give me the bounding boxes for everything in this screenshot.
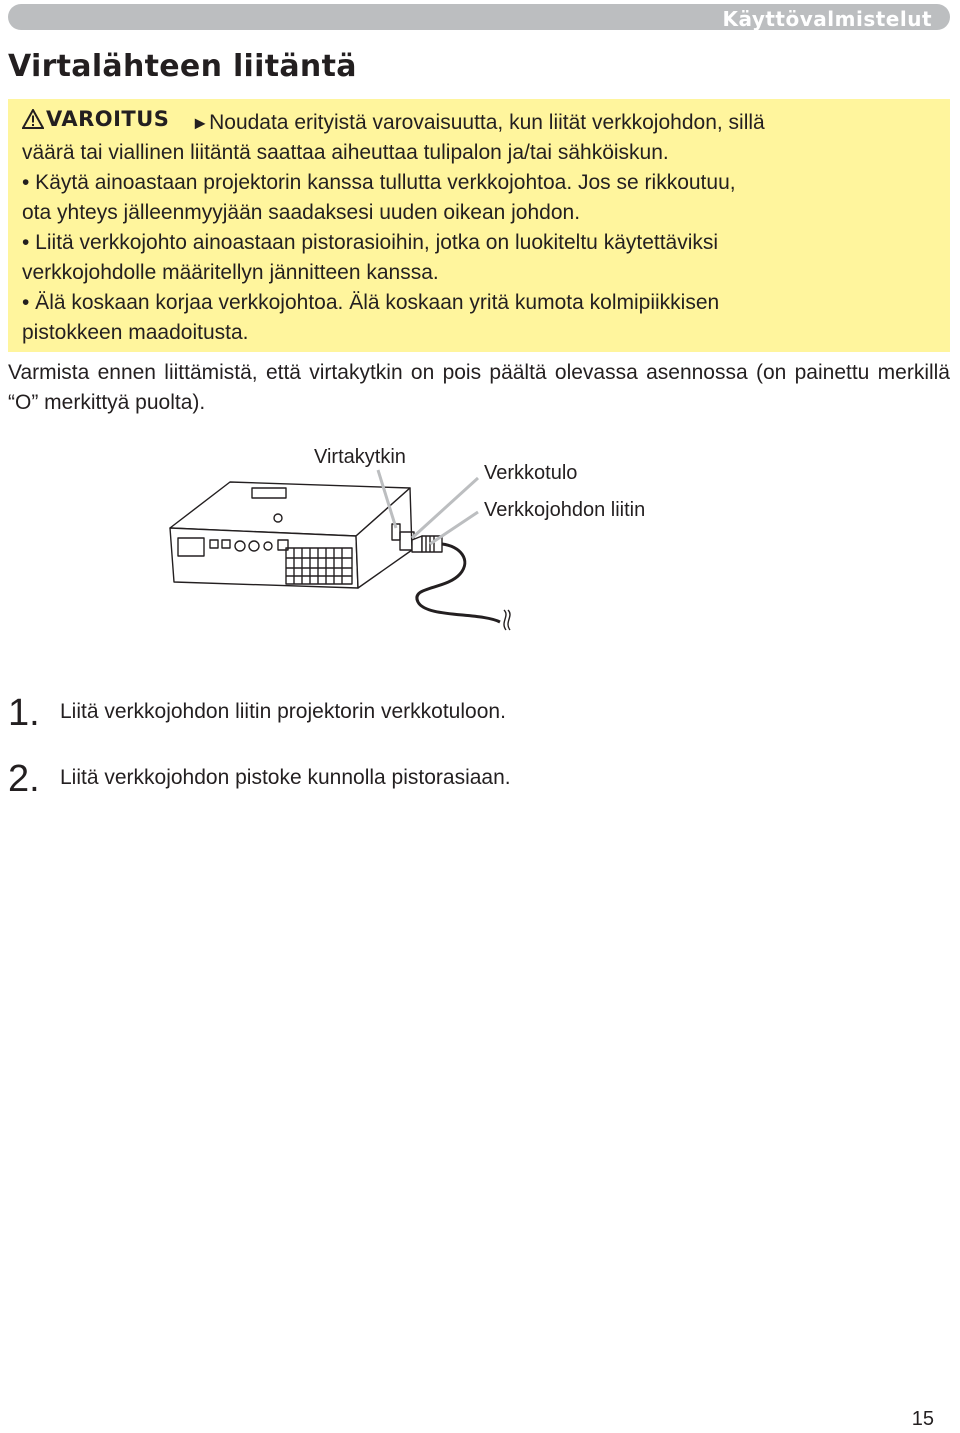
arrow-icon: ► bbox=[191, 113, 210, 133]
warning-bullet-line: • Käytä ainoastaan projektorin kanssa tullutta verkkojohtoa. Jos se rikkoutuu, bbox=[22, 171, 736, 194]
warning-text-line: verkkojohdolle määritellyn jännitteen kanssa. bbox=[22, 261, 439, 284]
projector-illustration bbox=[160, 440, 700, 640]
projector-connection-figure bbox=[160, 440, 700, 640]
warning-text-line: ota yhteys jälleenmyyjään saadaksesi uuden oikean johdon. bbox=[22, 201, 581, 224]
warning-text-line: pistokkeen maadoitusta. bbox=[22, 321, 249, 344]
power-switch-callout: Virtakytkin bbox=[314, 446, 406, 468]
warning-box bbox=[8, 99, 950, 352]
page-title: Virtalähteen liitäntä bbox=[8, 49, 357, 84]
warning-text-line: väärä tai viallinen liitäntä saattaa aiheuttaa tulipalon ja/tai sähköiskun. bbox=[22, 141, 669, 164]
ac-inlet-callout: Verkkotulo bbox=[484, 462, 578, 484]
section-label: Käyttövalmistelut bbox=[722, 7, 932, 31]
cord-connector-callout: Verkkojohdon liitin bbox=[484, 499, 646, 521]
warning-bullet-line: • Älä koskaan korjaa verkkojohtoa. Älä koskaan yritä kumota kolmipiikkisen bbox=[22, 291, 720, 314]
step-text: Liitä verkkojohdon pistoke kunnolla pistorasiaan. bbox=[60, 766, 511, 789]
intro-paragraph: Varmista ennen liittämistä, että virtakytkin on pois päältä olevassa asennossa (on painettu merkillä “O” merkittyä puolta). bbox=[8, 361, 950, 414]
warning-text-line: Noudata erityistä varovaisuutta, kun liität verkkojohdon, sillä bbox=[209, 111, 765, 134]
warning-label: VAROITUS bbox=[46, 107, 170, 131]
step-number: 1. bbox=[8, 692, 40, 734]
step-text: Liitä verkkojohdon liitin projektorin verkkotuloon. bbox=[60, 700, 506, 723]
warning-heading bbox=[22, 104, 169, 134]
warning-bullet-line: • Liitä verkkojohto ainoastaan pistorasioihin, jotka on luokiteltu käytettäviksi bbox=[22, 231, 719, 254]
warning-first-line bbox=[22, 104, 936, 138]
page-number: 15 bbox=[911, 1408, 934, 1430]
warning-triangle-icon bbox=[22, 109, 44, 129]
section-header-bar bbox=[8, 4, 950, 30]
step-number: 2. bbox=[8, 758, 40, 800]
